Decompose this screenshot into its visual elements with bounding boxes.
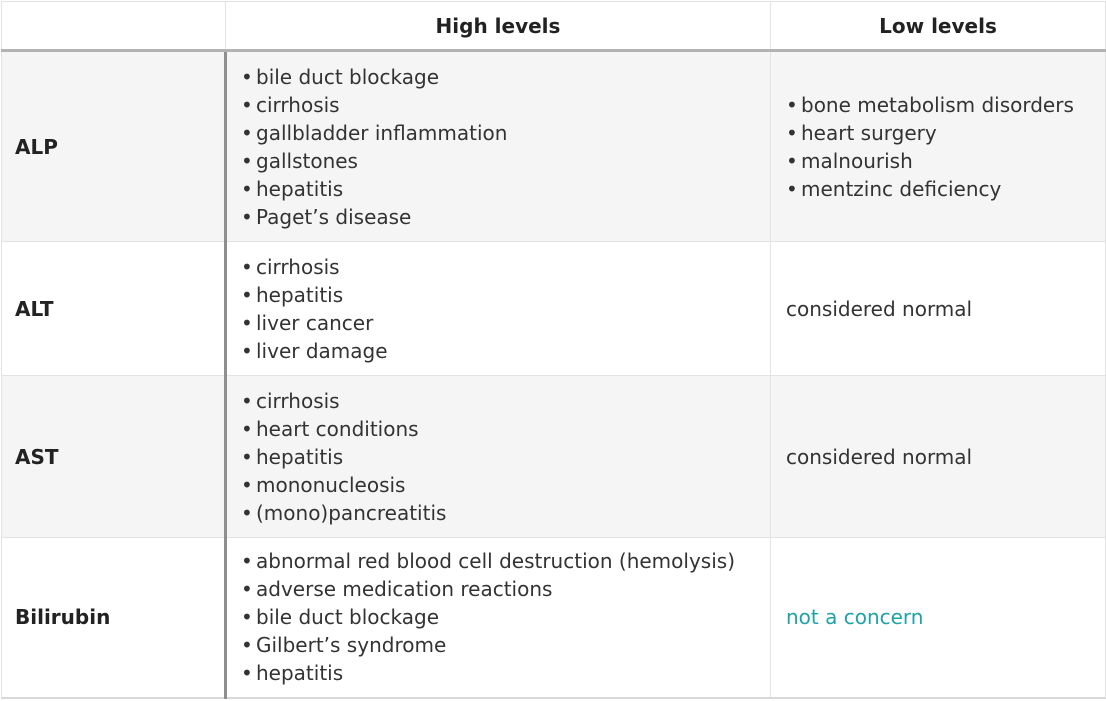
list-item xyxy=(786,119,1091,147)
table-row xyxy=(2,376,1106,538)
table-row xyxy=(2,242,1106,376)
header-high-levels: High levels xyxy=(226,2,771,51)
low-levels-cell xyxy=(771,51,1106,242)
list-item xyxy=(241,63,756,91)
list-item xyxy=(241,147,756,175)
bullet-glyph: • xyxy=(241,472,253,497)
bullet-glyph: • xyxy=(241,92,253,117)
high-levels-list xyxy=(241,547,756,687)
list-item-text: hepatitis xyxy=(256,282,344,307)
list-item-text: cirrhosis xyxy=(256,254,340,279)
list-item xyxy=(241,547,756,575)
low-levels-text: considered normal xyxy=(786,444,973,469)
bullet-glyph: • xyxy=(241,120,253,145)
header-low-levels: Low levels xyxy=(771,2,1106,51)
bullet-glyph: • xyxy=(241,633,253,658)
low-levels-cell xyxy=(771,242,1106,376)
high-levels-cell xyxy=(226,376,771,538)
list-item-text: hepatitis xyxy=(256,661,344,686)
table-row xyxy=(2,538,1106,698)
list-item xyxy=(241,659,756,687)
list-item-text: cirrhosis xyxy=(256,388,340,413)
list-item-text: heart surgery xyxy=(801,120,937,145)
list-item-text: hepatitis xyxy=(256,176,344,201)
list-item xyxy=(786,175,1091,203)
bullet-glyph: • xyxy=(786,176,798,201)
row-label-bilirubin: Bilirubin xyxy=(2,538,226,698)
list-item-text: heart conditions xyxy=(256,416,419,441)
list-item-text: Paget’s disease xyxy=(256,204,412,229)
list-item-text: mononucleosis xyxy=(256,472,406,497)
bullet-glyph: • xyxy=(241,549,253,574)
bullet-glyph: • xyxy=(241,605,253,630)
table-header xyxy=(2,2,1106,51)
list-item-text: liver cancer xyxy=(256,310,374,335)
not-a-concern-link[interactable]: not a concern xyxy=(786,605,924,630)
table-row xyxy=(2,51,1106,242)
list-item xyxy=(241,281,756,309)
list-item xyxy=(241,387,756,415)
list-item xyxy=(241,175,756,203)
row-label-ast: AST xyxy=(2,376,226,538)
list-item-text: bone metabolism disorders xyxy=(801,92,1074,117)
list-item-text: gallbladder inflammation xyxy=(256,120,508,145)
bullet-glyph: • xyxy=(241,254,253,279)
bullet-glyph: • xyxy=(241,176,253,201)
list-item-text: liver damage xyxy=(256,338,388,363)
list-item-text: abnormal red blood cell destruction (hemolysis) xyxy=(256,549,735,574)
bullet-glyph: • xyxy=(786,148,798,173)
row-label-alt: ALT xyxy=(2,242,226,376)
bullet-glyph: • xyxy=(241,282,253,307)
list-item-text: bile duct blockage xyxy=(256,64,440,89)
bullet-glyph: • xyxy=(241,338,253,363)
list-item xyxy=(786,147,1091,175)
low-levels-list xyxy=(786,91,1091,203)
list-item xyxy=(241,309,756,337)
list-item-text: hepatitis xyxy=(256,444,344,469)
list-item xyxy=(241,415,756,443)
list-item-text: (mono)pancreatitis xyxy=(256,500,447,525)
high-levels-cell xyxy=(226,242,771,376)
list-item xyxy=(241,203,756,231)
bullet-glyph: • xyxy=(786,120,798,145)
bullet-glyph: • xyxy=(786,92,798,117)
row-label-alp: ALP xyxy=(2,51,226,242)
header-row xyxy=(2,2,1106,51)
high-levels-list xyxy=(241,387,756,527)
list-item xyxy=(241,119,756,147)
high-levels-cell xyxy=(226,51,771,242)
bullet-glyph: • xyxy=(241,577,253,602)
list-item-text: malnourish xyxy=(801,148,913,173)
high-levels-list xyxy=(241,253,756,365)
low-levels-cell xyxy=(771,376,1106,538)
bullet-glyph: • xyxy=(241,388,253,413)
bullet-glyph: • xyxy=(241,148,253,173)
header-corner-cell xyxy=(2,2,226,51)
high-levels-cell xyxy=(226,538,771,698)
high-levels-list xyxy=(241,63,756,231)
list-item xyxy=(241,471,756,499)
list-item xyxy=(241,631,756,659)
bullet-glyph: • xyxy=(241,64,253,89)
bullet-glyph: • xyxy=(241,661,253,686)
list-item-text: bile duct blockage xyxy=(256,605,440,630)
bullet-glyph: • xyxy=(241,444,253,469)
table-body xyxy=(2,51,1106,698)
list-item xyxy=(241,443,756,471)
bullet-glyph: • xyxy=(241,310,253,335)
list-item xyxy=(241,91,756,119)
list-item-text: adverse medication reactions xyxy=(256,577,553,602)
low-levels-cell xyxy=(771,538,1106,698)
list-item-text: Gilbert’s syndrome xyxy=(256,633,447,658)
list-item-text: gallstones xyxy=(256,148,358,173)
list-item xyxy=(241,575,756,603)
liver-test-table xyxy=(1,1,1106,699)
bullet-glyph: • xyxy=(241,416,253,441)
list-item-text: mentzinc deficiency xyxy=(801,176,1002,201)
bullet-glyph: • xyxy=(241,204,253,229)
list-item xyxy=(241,253,756,281)
low-levels-text: considered normal xyxy=(786,296,973,321)
list-item xyxy=(241,603,756,631)
list-item xyxy=(241,337,756,365)
list-item xyxy=(786,91,1091,119)
list-item-text: cirrhosis xyxy=(256,92,340,117)
bullet-glyph: • xyxy=(241,500,253,525)
list-item xyxy=(241,499,756,527)
